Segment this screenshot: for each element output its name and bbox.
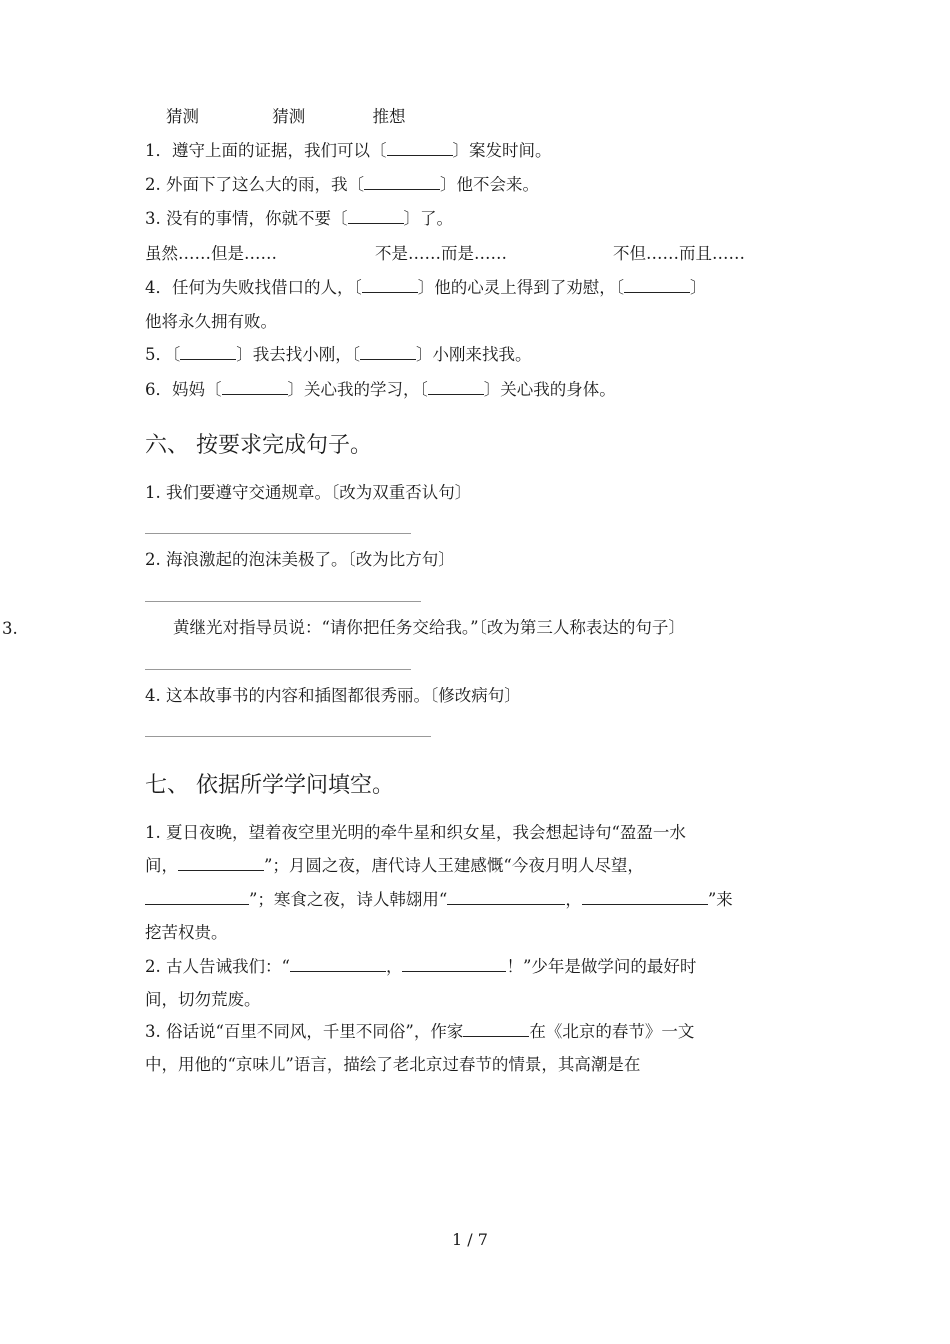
answer-blank[interactable] bbox=[290, 957, 386, 972]
answer-blank[interactable] bbox=[360, 345, 416, 360]
section-7-question-3-line-2: 中，用他的“京味儿”语言，描绘了老北京过春节的情景，其高潮是在 bbox=[145, 1055, 641, 1074]
fill-question-3: 3. 没有的事情，你就不要〔 〕了。 bbox=[145, 209, 453, 228]
answer-blank[interactable] bbox=[624, 278, 690, 293]
word-bank-2-item: 虽然……但是…… bbox=[145, 244, 277, 263]
answer-blank[interactable] bbox=[447, 890, 565, 905]
answer-blank[interactable] bbox=[180, 345, 236, 360]
section-6-question-1: 1. 我们要遵守交通规章。〔改为双重否认句〕 bbox=[145, 483, 472, 502]
word-bank-item: 猜测 bbox=[272, 107, 306, 126]
section-7-question-3-line-1: 3. 俗话说“百里不同风，千里不同俗”，作家 在《北京的春节》一文 bbox=[145, 1022, 695, 1041]
fill-question-1: 1．遵守上面的证据，我们可以〔 〕案发时间。 bbox=[145, 141, 552, 160]
answer-blank[interactable] bbox=[402, 957, 506, 972]
fill-question-6: 6．妈妈〔 〕关心我的学习，〔 〕关心我的身体。 bbox=[145, 380, 616, 399]
section-7-heading: 七、 依据所学学问填空。 bbox=[145, 773, 394, 798]
section-6-question-2: 2. 海浪激起的泡沫美极了。〔改为比方句〕 bbox=[145, 550, 455, 569]
answer-blank[interactable] bbox=[362, 278, 418, 293]
answer-blank[interactable] bbox=[178, 856, 264, 871]
fill-question-4-cont: 他将永久拥有败。 bbox=[145, 312, 277, 331]
answer-line[interactable] bbox=[145, 736, 431, 737]
word-bank-1 bbox=[166, 106, 406, 128]
answer-line[interactable] bbox=[145, 533, 411, 534]
answer-blank[interactable] bbox=[582, 890, 708, 905]
section-7-question-2-line-2: 间，切勿荒废。 bbox=[145, 990, 261, 1009]
word-bank-item: 推想 bbox=[372, 107, 406, 126]
answer-blank[interactable] bbox=[348, 209, 404, 224]
section-7-question-1-line-2: 间， ”；月圆之夜，唐代诗人王建感慨“今夜月明人尽望， bbox=[145, 856, 644, 875]
answer-blank[interactable] bbox=[387, 141, 453, 156]
section-6-question-3-number: 3. bbox=[2, 619, 18, 638]
answer-blank[interactable] bbox=[463, 1022, 529, 1037]
section-6-heading: 六、 按要求完成句子。 bbox=[145, 433, 372, 458]
word-bank-2-item: 不但……而且…… bbox=[613, 244, 745, 263]
word-bank-2-item: 不是……而是…… bbox=[375, 244, 507, 263]
answer-blank[interactable] bbox=[364, 175, 440, 190]
section-7-question-1-line-3: ”；寒食之夜，诗人韩翃用“ ， ”来 bbox=[145, 889, 733, 911]
section-7-question-2-line-1: 2. 古人告诫我们：“ ， ！”少年是做学问的最好时 bbox=[145, 957, 697, 976]
word-bank-item: 猜测 bbox=[166, 107, 199, 126]
fill-question-4: 4．任何为失败找借口的人，〔 〕他的心灵上得到了劝慰，〔 〕 bbox=[145, 278, 707, 297]
answer-blank[interactable] bbox=[145, 890, 249, 905]
section-7-question-1-line-1: 1. 夏日夜晚，望着夜空里光明的牵牛星和织女星，我会想起诗句“盈盈一水 bbox=[145, 823, 686, 842]
answer-line[interactable] bbox=[145, 601, 421, 602]
section-7-question-1-line-4: 挖苦权贵。 bbox=[145, 923, 228, 942]
page-number: 1 / 7 bbox=[452, 1230, 488, 1249]
answer-blank[interactable] bbox=[428, 380, 484, 395]
section-6-question-3: 黄继光对指导员说：“请你把任务交给我。”〔改为第三人称表达的句子〕 bbox=[173, 618, 685, 637]
section-6-question-4: 4. 这本故事书的内容和插图都很秀丽。〔修改病句〕 bbox=[145, 686, 521, 705]
answer-line[interactable] bbox=[145, 669, 411, 670]
answer-blank[interactable] bbox=[222, 380, 288, 395]
fill-question-5: 5．〔 〕我去找小刚，〔 〕小刚来找我。 bbox=[145, 345, 532, 364]
fill-question-2: 2. 外面下了这么大的雨，我〔 〕他不会来。 bbox=[145, 175, 539, 194]
